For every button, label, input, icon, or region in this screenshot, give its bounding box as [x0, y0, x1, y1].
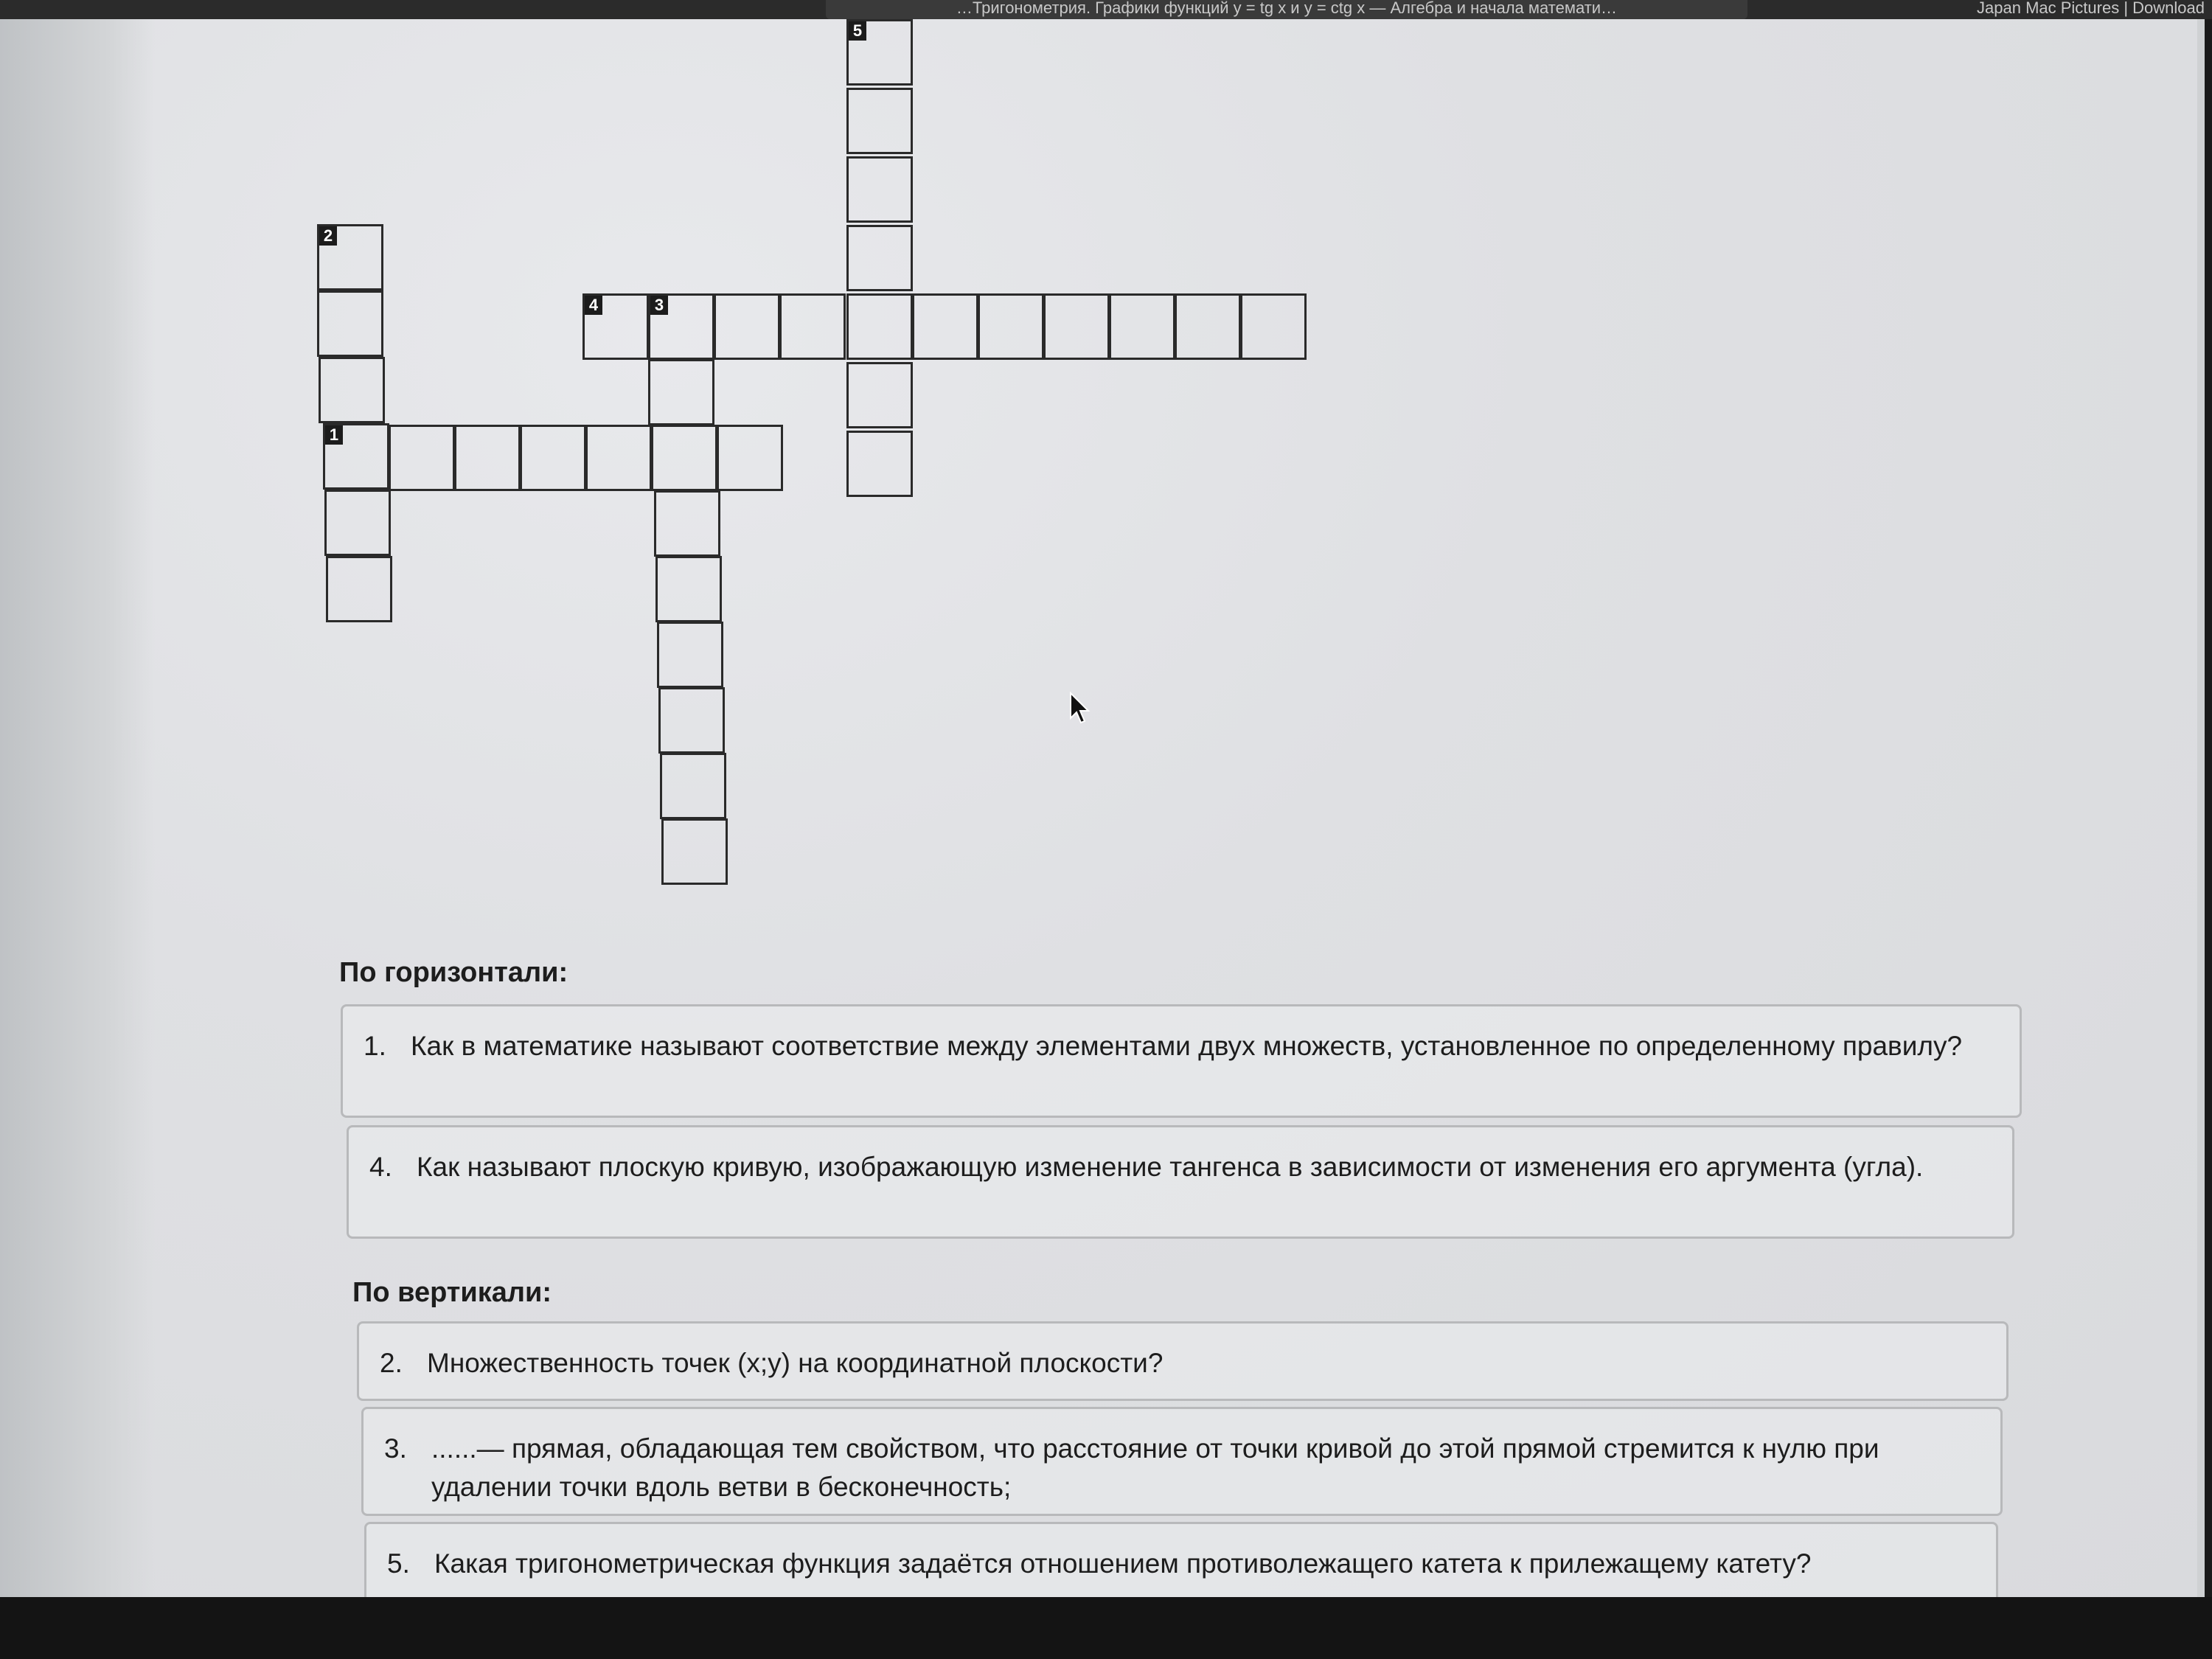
crossword-cell[interactable]	[1240, 293, 1307, 360]
crossword-cell[interactable]	[651, 425, 717, 491]
crossword-cell[interactable]	[520, 425, 586, 491]
clue-number-4: 4	[585, 296, 602, 315]
crossword-cell[interactable]	[978, 293, 1044, 360]
crossword-cell[interactable]	[648, 359, 714, 425]
browser-tab-left[interactable]	[243, 0, 465, 19]
crossword-cell[interactable]	[648, 293, 714, 360]
clue-text: ......— прямая, обладающая тем свойством, что расстояние от точки кривой до этой прямой стремится к нулю при удалении точки вдоль ветви в бесконечность;	[431, 1433, 1879, 1502]
clue-number-3: 3	[650, 296, 668, 315]
down-heading: По вертикали:	[352, 1277, 552, 1308]
clue-number-label: 4.	[369, 1152, 392, 1182]
crossword-cell[interactable]	[582, 293, 649, 360]
browser-tab-active[interactable]: …Тригонометрия. Графики функций y = tg x и y = ctg x — Алгебра и начала математи…	[826, 0, 1747, 19]
clue-down-3	[361, 1407, 2003, 1516]
clue-number-label: 3.	[384, 1433, 407, 1464]
crossword-grid	[0, 19, 2205, 941]
crossword-cell[interactable]	[660, 753, 726, 819]
crossword-cell[interactable]	[846, 88, 913, 154]
crossword-cell[interactable]	[661, 818, 728, 885]
crossword-cell[interactable]	[658, 687, 725, 754]
clue-number-2: 2	[319, 226, 337, 246]
crossword-cell[interactable]	[846, 431, 913, 497]
browser-top-bar	[0, 0, 2212, 19]
clue-number-label: 1.	[364, 1031, 386, 1061]
clue-down-2	[357, 1321, 2008, 1401]
crossword-cell[interactable]	[585, 425, 652, 491]
crossword-cell[interactable]	[846, 156, 913, 223]
clue-number-label: 5.	[387, 1548, 410, 1579]
across-heading: По горизонтали:	[339, 957, 568, 988]
clue-down-5	[364, 1522, 1998, 1597]
crossword-cell[interactable]	[326, 556, 392, 622]
clue-number-5: 5	[849, 21, 866, 41]
crossword-cell[interactable]	[717, 425, 783, 491]
crossword-cell[interactable]	[846, 362, 913, 428]
worksheet-page	[0, 19, 2205, 1597]
crossword-cell[interactable]	[654, 490, 720, 557]
crossword-cell[interactable]	[779, 293, 846, 360]
crossword-cell[interactable]	[1043, 293, 1110, 360]
crossword-cell[interactable]	[912, 293, 978, 360]
clue-text: Множественность точек (x;y) на координатной плоскости?	[427, 1348, 1164, 1378]
clue-across-1	[341, 1004, 2022, 1118]
clue-number-label: 2.	[380, 1348, 403, 1378]
crossword-cell[interactable]	[319, 357, 385, 423]
crossword-cell[interactable]	[846, 19, 913, 86]
clue-across-4	[347, 1125, 2014, 1239]
crossword-cell[interactable]	[1109, 293, 1175, 360]
crossword-cell[interactable]	[846, 225, 913, 291]
crossword-cell[interactable]	[317, 291, 383, 357]
crossword-cell[interactable]	[323, 423, 389, 490]
crossword-cell[interactable]	[317, 224, 383, 291]
clue-number-1: 1	[325, 425, 343, 445]
crossword-cell[interactable]	[454, 425, 521, 491]
clue-text: Какая тригонометрическая функция задаётся отношением противолежащего катета к прилежащему катету?	[434, 1548, 1812, 1579]
crossword-cell[interactable]	[324, 490, 391, 556]
crossword-cell[interactable]	[657, 622, 723, 688]
crossword-cell[interactable]	[389, 425, 455, 491]
mouse-pointer-icon	[1069, 692, 1091, 724]
clue-text: Как в математике называют соответствие между элементами двух множеств, установленное по определенному правилу?	[411, 1031, 1963, 1061]
crossword-cell[interactable]	[714, 293, 780, 360]
screen-bottom-bezel	[0, 1597, 2212, 1659]
crossword-cell[interactable]	[1175, 293, 1241, 360]
browser-tab-right[interactable]: Japan Mac Pictures | Download	[1977, 0, 2205, 17]
crossword-cell[interactable]	[655, 556, 722, 622]
crossword-cell[interactable]	[846, 293, 913, 360]
clue-text: Как называют плоскую кривую, изображающую изменение тангенса в зависимости от изменения его аргумента (угла).	[417, 1152, 1924, 1182]
